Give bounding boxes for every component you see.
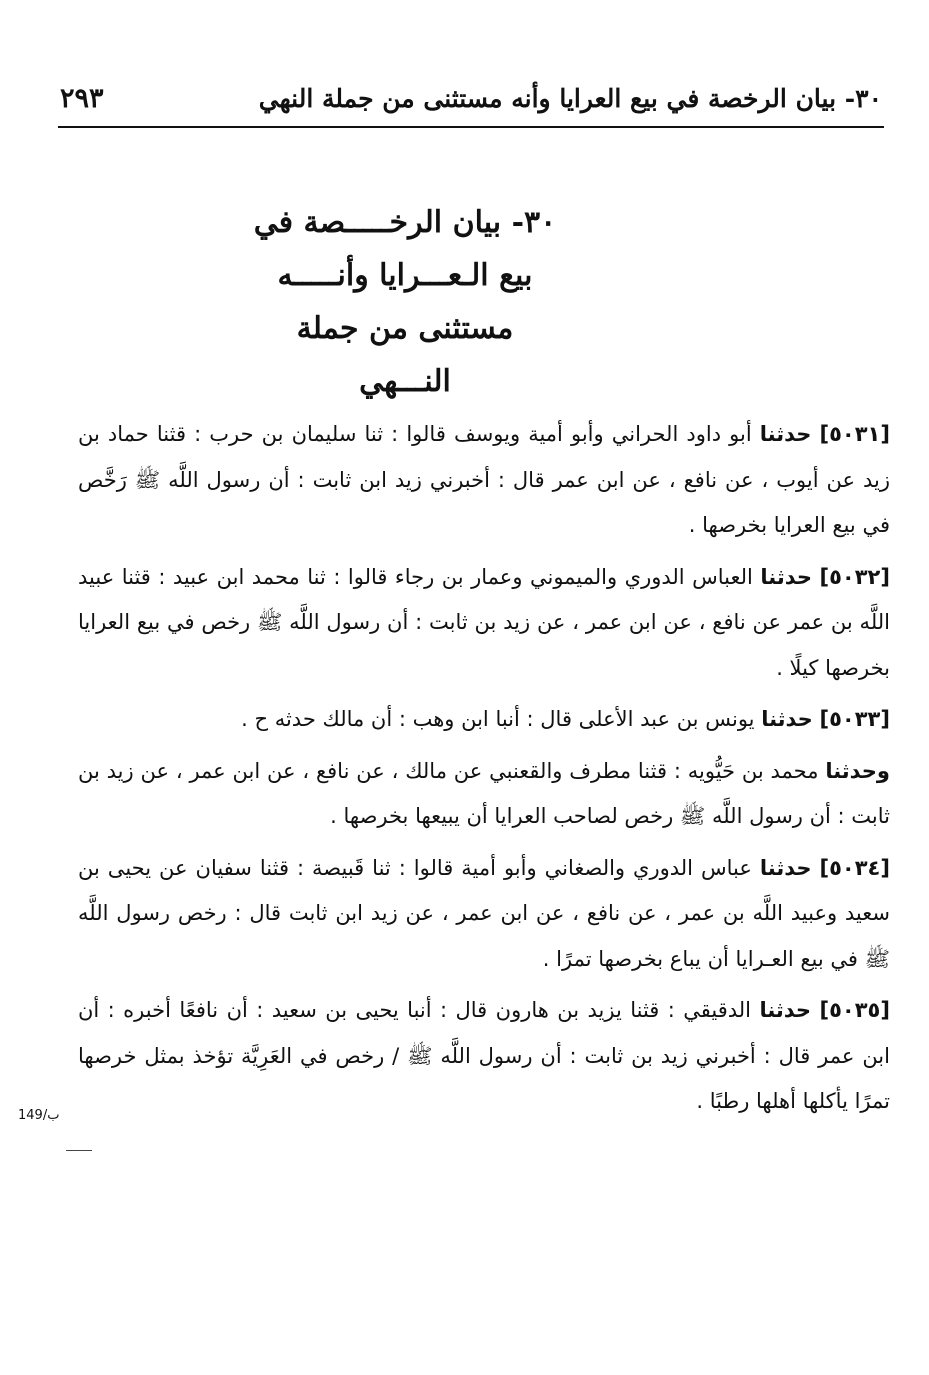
- hadith-5033: [78, 697, 890, 743]
- hadith-lead-word: حدثنا: [760, 564, 812, 589]
- hadith-text: محمد بن حَيُّويه : قثنا مطرف والقعنبي عن مالك ، عن نافع ، عن ابن عمر ، عن زيد بن ثابت : أن رسول اللَّه ﷺ رخص لصاحب العرايا أن يبيعها بخرصها .: [78, 758, 890, 828]
- hadith-lead-word: وحدثنا: [825, 758, 890, 783]
- hadith-number: [٥٠٣٣]: [819, 707, 890, 731]
- hadith-text: الدقيقي : قثنا يزيد بن هارون قال : أنبا يحيى بن سعيد : أن نافعًا أخبره : أن ابن عمر قال : أخبرني زيد بن ثابت : أن رسول اللَّه ﷺ / رخص في العَرِيَّة تؤخذ بمثل خرصها تمرًا يأكلها أهلها رطبًا .: [78, 998, 890, 1113]
- chapter-title-line-1: ٣٠- بيان الرخـــــصة في: [253, 205, 557, 240]
- hadith-text: أبو داود الحراني وأبو أمية ويوسف قالوا : ثنا سليمان بن حرب : قثنا حماد بن زيد عن أيوب ، عن نافع ، عن ابن عمر قال : أخبرني زيد ابن ثابت : أن رسول اللَّه ﷺ رَخَّص في بيع العرايا بخرصها .: [78, 422, 890, 537]
- hadith-body: [78, 412, 890, 1131]
- hadith-number: [٥٠٣٤]: [819, 855, 890, 880]
- hadith-5034: [78, 846, 890, 983]
- header-rule: [58, 126, 884, 128]
- hadith-5032: [78, 555, 890, 692]
- hadith-lead-word: حدثنا: [759, 998, 812, 1022]
- hadith-text: يونس بن عبد الأعلى قال : أنبا ابن وهب : أن مالك حدثه ح .: [241, 707, 755, 731]
- hadith-text: العباس الدوري والميموني وعمار بن رجاء قالوا : ثنا محمد ابن عبيد : قثنا عبيد اللَّه بن عمر عن نافع ، عن ابن عمر ، عن زيد بن ثابت : أن رسول اللَّه ﷺ رخص في بيع العرايا بخرصها كيلًا .: [78, 564, 890, 680]
- page-number: ٢٩٣: [60, 82, 104, 114]
- manuscript-folio-note: 149/ب: [18, 1108, 60, 1123]
- hadith-lead-word: حدثنا: [759, 422, 812, 446]
- hadith-5031: [78, 412, 890, 549]
- chapter-title-line-4: النـــهي: [359, 364, 451, 399]
- hadith-5033-second-chain: [78, 749, 890, 840]
- hadith-number: [٥٠٣٢]: [819, 564, 890, 589]
- hadith-lead-word: حدثنا: [761, 707, 813, 731]
- hadith-5035: [78, 988, 890, 1125]
- running-header: [60, 78, 882, 118]
- hadith-lead-word: حدثنا: [759, 855, 812, 880]
- chapter-title-line-2: بيع الـعـــرايا وأنـــــه: [277, 258, 533, 293]
- hadith-number: [٥٠٣١]: [819, 422, 890, 446]
- hadith-text: عباس الدوري والصغاني وأبو أمية قالوا : ثنا قَبيصة : قثنا سفيان عن يحيى بن سعيد وعبيد اللَّه بن عمر ، عن نافع ، عن ابن عمر ، عن زيد ابن ثابت قال : رخص رسول اللَّه ﷺ في بيع العـرايا أن يباع بخرصها تمرًا .: [78, 855, 890, 971]
- hadith-number: [٥٠٣٥]: [819, 998, 890, 1022]
- chapter-title-line-3: مستثنى من جملة: [296, 311, 514, 346]
- margin-dash: [66, 1150, 92, 1151]
- running-title: ٣٠- بيان الرخصة في بيع العرايا وأنه مستثنى من جملة النهي: [258, 83, 882, 113]
- chapter-title: [180, 196, 630, 408]
